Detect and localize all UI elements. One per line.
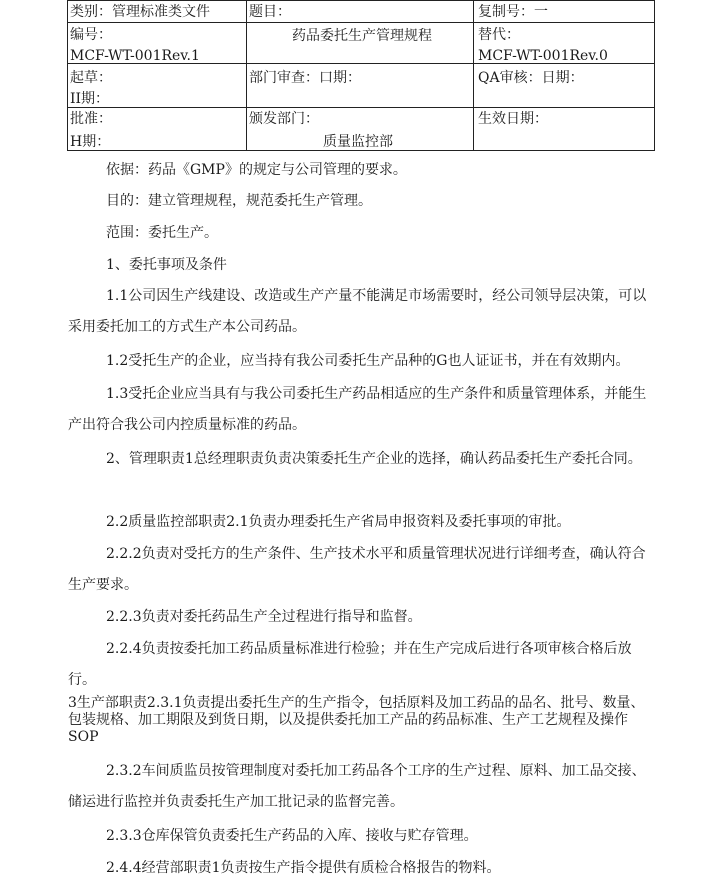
number-label: 编号： — [70, 27, 112, 43]
section-2-heading: 2、管理职责1总经理职责负责决策委托生产企业的选择，确认药品委托生产委托合同。 — [106, 451, 642, 467]
subject-label: 题目： — [249, 4, 291, 20]
replace-number: MCF-WT-001Rev.0 — [478, 48, 608, 64]
approve-date-label: H期： — [70, 134, 111, 150]
qa-review-label: QA审核：日期： — [478, 70, 584, 86]
issue-department: 质量监控部 — [323, 134, 393, 150]
clause-1-2: 1.2受托生产的企业，应当持有我公司委托生产品种的G也人证证书，并在有效期内。 — [106, 353, 630, 369]
copy-number: 复制号：一 — [478, 4, 548, 20]
clause-2-3-2: 2.3.2车间质监员按管理制度对委托加工药品各个工序的生产过程、原料、加工品交接、储运进行监控并负责委托生产加工批记录的监督完善。 — [68, 763, 646, 810]
clause-1-3: 1.3受托企业应当具有与我公司委托生产药品相适应的生产条件和质量管理体系，并能生产出符合我公司内控质量标准的药品。 — [68, 386, 647, 433]
header-divider — [68, 107, 654, 108]
basis-paragraph: 依据：药品《GMP》的规定与公司管理的要求。 — [106, 162, 407, 178]
clause-2-2-4: 2.2.4负责按委托加工药品质量标准进行检验；并在生产完成后进行各项审核合格后放行。 — [68, 641, 632, 688]
dept-review-label: 部门审查：口期： — [249, 70, 361, 86]
draft-date-label: II期： — [70, 91, 110, 107]
drafter-label: 起草： — [70, 70, 112, 86]
header-divider — [246, 1, 247, 150]
approver-label: 批准： — [70, 111, 112, 127]
document-title: 药品委托生产管理规程 — [292, 28, 432, 44]
clause-2-4-4: 2.4.4经营部职责1负责按生产指令提供有质检合格报告的物料。 — [106, 860, 501, 876]
header-divider — [68, 22, 654, 23]
section-3-paragraph: 3生产部职责2.3.1负责提出委托生产的生产指令，包括原料及加工药品的品名、批号、数量、包装规格、加工期限及到货日期，以及提供委托加工产品的药品标准、生产工艺规程及操作SOP — [68, 695, 645, 745]
clause-2-3-3: 2.3.3仓库保管负责委托生产药品的入库、接收与贮存管理。 — [106, 828, 478, 844]
effective-date-label: 生效日期： — [478, 111, 548, 127]
issue-dept-label: 颁发部门： — [249, 111, 319, 127]
clause-2-2: 2.2质量监控部职责2.1负责办理委托生产省局申报资料及委托事项的审批。 — [106, 514, 571, 530]
document-header-table — [67, 0, 655, 151]
clause-2-2-2: 2.2.2负责对受托方的生产条件、生产技术水平和质量管理状况进行详细考查，确认符合生产要求。 — [68, 546, 646, 593]
scope-paragraph: 范围：委托生产。 — [106, 225, 218, 241]
replace-label: 替代： — [478, 27, 520, 43]
document-number: MCF-WT-001Rev.1 — [70, 48, 200, 64]
section-1-heading: 1、委托事项及条件 — [106, 257, 227, 273]
category-label: 类别：管理标准类文件 — [70, 4, 210, 20]
clause-1-1: 1.1公司因生产线建设、改造或生产产量不能满足市场需要时，经公司领导层决策，可以采用委托加工的方式生产本公司药品。 — [68, 288, 647, 335]
header-divider — [473, 1, 474, 150]
clause-2-2-3: 2.2.3负责对委托药品生产全过程进行指导和监督。 — [106, 609, 422, 625]
purpose-paragraph: 目的：建立管理规程，规范委托生产管理。 — [106, 193, 372, 209]
